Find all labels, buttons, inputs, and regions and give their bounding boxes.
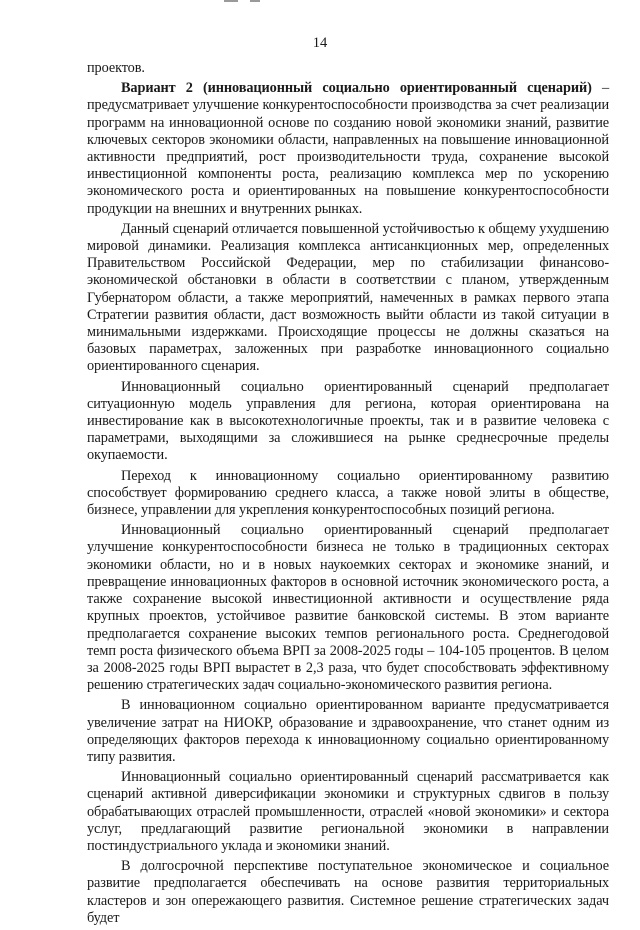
paragraph: Инновационный социально ориентированный сценарий рассматривается как сценарий активной диверсификации экономики и структурных сдвигов в пользу обрабатывающих отраслей промышленности, отраслей «новой экономики» и сектора услуг, предлагающий развитие региональной экономики в направлении постиндустриального уклада и экономики знаний.: [87, 769, 609, 854]
paragraph-variant-2: [87, 80, 609, 218]
paragraph: В инновационном социально ориентированном варианте предусматривается увеличение затрат на НИОКР, образование и здравоохранение, что станет одним из определяющих факторов перехода к инновационному социально ориентированному типу развития.: [87, 697, 609, 765]
paragraph: Данный сценарий отличается повышенной устойчивостью к общему ухудшению мировой динамики. Реализация комплекса антисанкционных мер, определенных Правительством Российской Федерации, мер по стабилизации финансово-экономической обстановки в области в соответствии с планом, утвержденным Губернатором области, а также мероприятий, намеченных в рамках первого этапа Стратегии развития области, даст возможность выйти области из такой ситуации в минимальными издержками. Происходящие процессы не должны сказаться на базовых параметрах, заложенных при разработке инновационного социально ориентированного сценария.: [87, 220, 609, 375]
paragraph: Переход к инновационному социально ориентированному развитию способствует формированию среднего класса, а также новой элиты в обществе, бизнесе, управлении для укрепления конкурентоспособных позиций региона.: [87, 467, 609, 519]
page-number: 14: [312, 35, 328, 51]
scan-mark: [224, 0, 238, 2]
paragraph: Инновационный социально ориентированный сценарий предполагает ситуационную модель управления для региона, которая ориентирована на инвестирование как в высокотехнологичные проекты, так и в развитие человека с параметрами, выходящими за сложившиеся на рынке среднесрочные пределы окупаемости.: [87, 378, 609, 464]
variant-2-text: – предусматривает улучшение конкурентоспособности производства за счет реализации программ на инновационной основе по созданию новой экономики знаний, развитие ключевых секторов экономики области, направленных на повышение инновационной активности предприятий, рост производительности труда, сохранение высокой инвестиционной компоненты роста, реализацию комплекса мер по ускорению экономического роста и ориентированных на повышение конкурентоспособности продукции на внешних и внутренних рынках.: [87, 80, 609, 217]
paragraph-continuation: проектов.: [87, 60, 145, 76]
variant-2-heading: Вариант 2 (инновационный социально ориентированный сценарий): [121, 80, 592, 97]
document-body: [87, 60, 609, 930]
paragraph: В долгосрочной перспективе поступательное экономическое и социальное развитие предполагается обеспечивать на основе развития территориальных кластеров и зон опережающего развития. Системное решение стратегических задач будет: [87, 858, 609, 926]
paragraph: Инновационный социально ориентированный сценарий предполагает улучшение конкурентоспособности бизнеса не только в традиционных секторах экономики области, но и в новых наукоемких секторах и экономике знаний, и превращение инновационных факторов в основной источник экономического роста, а также сохранение высокой инвестиционной активности и осуществление ряда крупных проектов, устойчивое развитие банковской системы. В этом варианте предполагается сохранение высоких темпов регионального роста. Среднегодовой темп роста физического объема ВРП за 2008-2025 годы – 104-105 процентов. В целом за 2008-2025 годы ВРП вырастет в 2,3 раза, что будет способствовать эффективному решению стратегических задач социально-экономического развития региона.: [87, 522, 609, 694]
scan-mark: [250, 0, 260, 2]
